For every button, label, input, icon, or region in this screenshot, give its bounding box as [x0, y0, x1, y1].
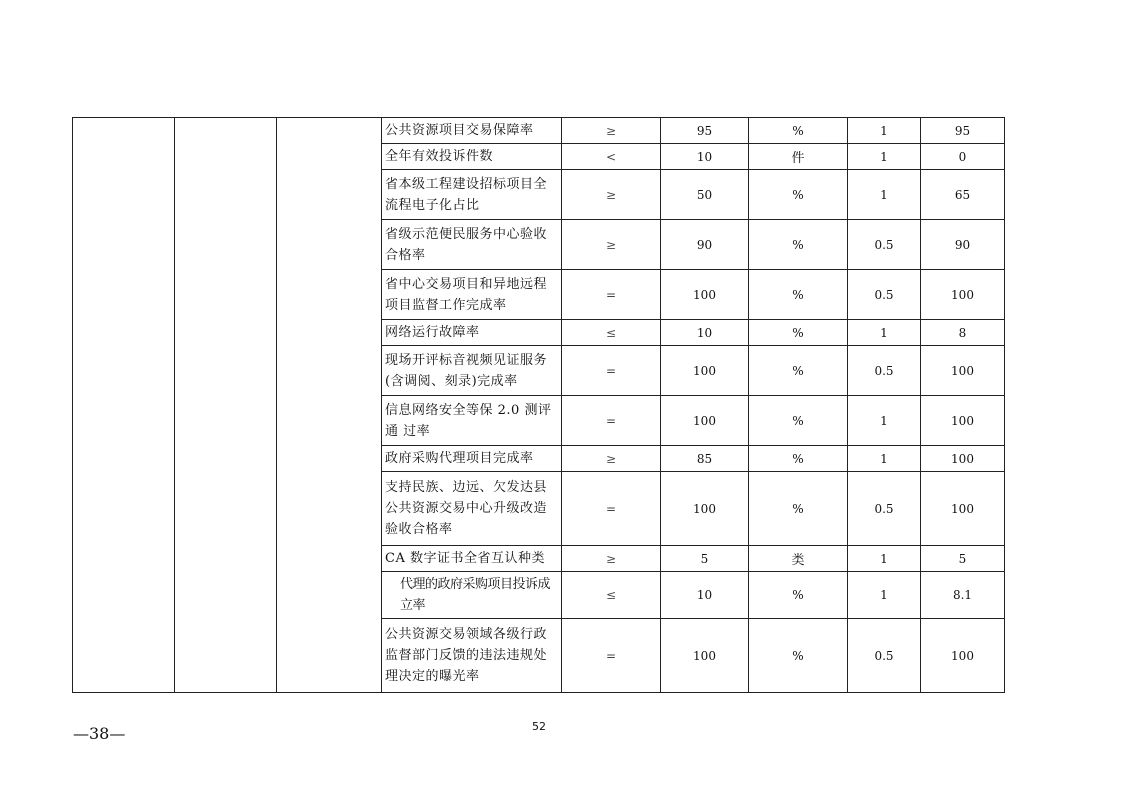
indicator-name: CA 数字证书全省互认种类: [382, 546, 562, 572]
indicator-name: 支持民族、边远、欠发达县公共资源交易中心升级改造验收合格率: [382, 472, 562, 546]
weight: 0.5: [848, 346, 921, 396]
target-value: 100: [661, 346, 749, 396]
indicator-name: 信息网络安全等保 2.0 测评通 过率: [382, 396, 562, 446]
operator: =: [562, 396, 661, 446]
indicator-name: 现场开评标音视频见证服务(含调阅、刻录)完成率: [382, 346, 562, 396]
unit: 件: [749, 144, 848, 170]
unit: %: [749, 118, 848, 144]
unit: %: [749, 320, 848, 346]
weight: 1: [848, 446, 921, 472]
weight: 1: [848, 572, 921, 619]
unit: %: [749, 346, 848, 396]
pdf-page-number: 52: [532, 720, 546, 733]
operator: ≥: [562, 546, 661, 572]
weight: 1: [848, 118, 921, 144]
indicator-name: 全年有效投诉件数: [382, 144, 562, 170]
actual-value: 100: [921, 270, 1005, 320]
actual-value: 65: [921, 170, 1005, 220]
operator: ≥: [562, 220, 661, 270]
unit: %: [749, 572, 848, 619]
actual-value: 100: [921, 446, 1005, 472]
target-value: 5: [661, 546, 749, 572]
unit: %: [749, 270, 848, 320]
target-value: 100: [661, 396, 749, 446]
operator: ≤: [562, 572, 661, 619]
operator: ≤: [562, 320, 661, 346]
actual-value: 5: [921, 546, 1005, 572]
target-value: 10: [661, 144, 749, 170]
target-value: 50: [661, 170, 749, 220]
category-level3-cell: [277, 118, 382, 693]
target-value: 95: [661, 118, 749, 144]
weight: 1: [848, 396, 921, 446]
operator: =: [562, 619, 661, 693]
unit: %: [749, 472, 848, 546]
operator: =: [562, 270, 661, 320]
actual-value: 100: [921, 472, 1005, 546]
actual-value: 100: [921, 346, 1005, 396]
unit: %: [749, 396, 848, 446]
weight: 0.5: [848, 619, 921, 693]
weight: 0.5: [848, 220, 921, 270]
weight: 0.5: [848, 472, 921, 546]
target-value: 10: [661, 320, 749, 346]
footer-page-label: —38—: [73, 724, 126, 743]
actual-value: 8.1: [921, 572, 1005, 619]
category-level2-cell: [175, 118, 277, 693]
actual-value: 0: [921, 144, 1005, 170]
indicator-name: 省级示范便民服务中心验收合格率: [382, 220, 562, 270]
actual-value: 8: [921, 320, 1005, 346]
indicator-name: 政府采购代理项目完成率: [382, 446, 562, 472]
weight: 1: [848, 170, 921, 220]
target-value: 10: [661, 572, 749, 619]
indicator-name: 网络运行故障率: [382, 320, 562, 346]
unit: 类: [749, 546, 848, 572]
actual-value: 90: [921, 220, 1005, 270]
table-row: [73, 118, 1005, 144]
performance-indicator-table: [72, 117, 1005, 693]
indicator-name: 省中心交易项目和异地远程项目监督工作完成率: [382, 270, 562, 320]
operator: ≥: [562, 118, 661, 144]
target-value: 100: [661, 270, 749, 320]
actual-value: 100: [921, 396, 1005, 446]
target-value: 100: [661, 619, 749, 693]
target-value: 90: [661, 220, 749, 270]
category-level1-cell: [73, 118, 175, 693]
actual-value: 100: [921, 619, 1005, 693]
operator: ≥: [562, 446, 661, 472]
weight: 0.5: [848, 270, 921, 320]
indicator-name: 省本级工程建设招标项目全流程电子化占比: [382, 170, 562, 220]
weight: 1: [848, 144, 921, 170]
target-value: 85: [661, 446, 749, 472]
unit: %: [749, 446, 848, 472]
operator: ≥: [562, 170, 661, 220]
indicator-name: 公共资源交易领域各级行政监督部门反馈的违法违规处理决定的曝光率: [382, 619, 562, 693]
indicator-name: 公共资源项目交易保障率: [382, 118, 562, 144]
indicator-name: 代理的政府采购项目投诉成立率: [382, 572, 562, 619]
weight: 1: [848, 546, 921, 572]
weight: 1: [848, 320, 921, 346]
unit: %: [749, 619, 848, 693]
operator: =: [562, 346, 661, 396]
unit: %: [749, 170, 848, 220]
operator: =: [562, 472, 661, 546]
target-value: 100: [661, 472, 749, 546]
actual-value: 95: [921, 118, 1005, 144]
unit: %: [749, 220, 848, 270]
operator: <: [562, 144, 661, 170]
